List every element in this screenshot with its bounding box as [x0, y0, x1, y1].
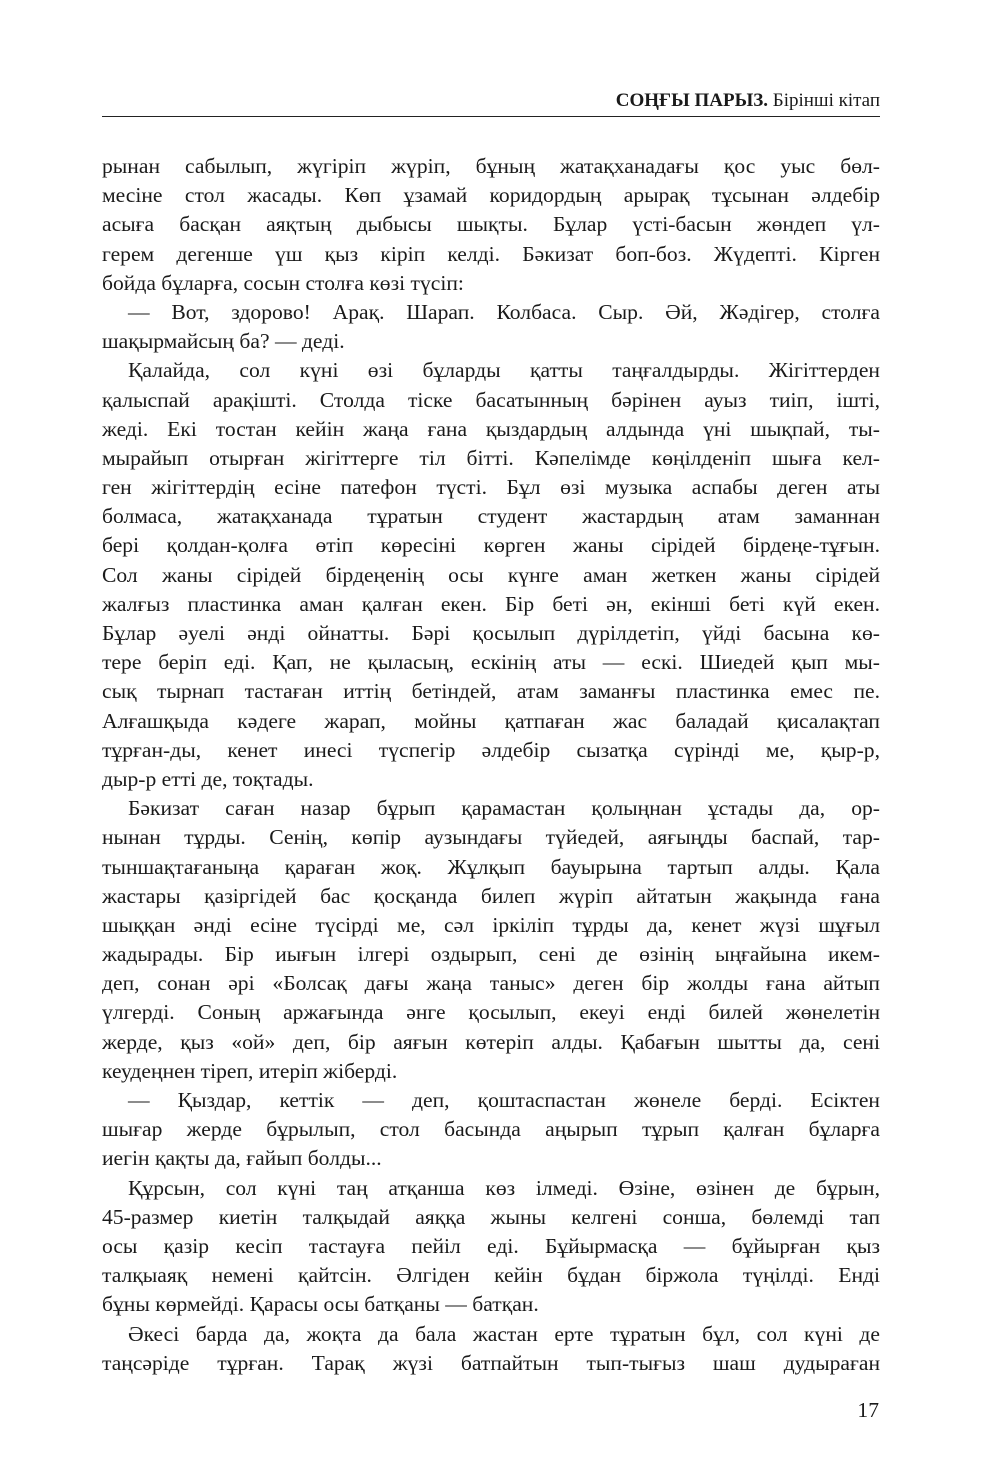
- paragraph: [102, 356, 880, 794]
- text-line: жадырады. Бір иығын ілгері оздырып, сені де өзінің ыңғайына икем-: [102, 942, 880, 967]
- text-line: рынан сабылып, жүгіріп жүріп, бұның жатақханадағы қос уыс бөл-: [102, 154, 880, 178]
- text-line: шыққан әнді есіне түсірді ме, сәл іркіліп тұрды да, кенет жүзі шұғыл: [102, 912, 880, 937]
- text-line: 45-размер киетін талқыдай аяққа жыны келгені сонша, бөлемді тап: [102, 1204, 880, 1229]
- text-line: жерде, қыз «ой» деп, бір аяғын көтеріп алды. Қабағын шытты да, сені: [102, 1029, 880, 1054]
- text-line: Қалайда, сол күні өзі бұларды қатты таңғалдырды. Жігіттерден: [128, 358, 880, 383]
- text-line: герем дегенше үш қыз кіріп келді. Бәкизат боп-боз. Жүдепті. Кірген: [102, 241, 880, 266]
- text-line: асыға басқан аяқтың дыбысы шықты. Бұлар үсті-басын жөндеп үл-: [102, 212, 880, 237]
- text-line: таңсәріде тұрған. Тарақ жүзі батпайтын тып-тығыз шаш дудыраған: [102, 1350, 880, 1375]
- text-line: Әкесі барда да, жоқта да бала жастан ерте тұратын бұл, сол күні де: [128, 1321, 880, 1346]
- text-line: шығар жерде бұрылып, стол басында аңырып тұрып қалған бұларға: [102, 1117, 880, 1142]
- text-line: месіне стол жасады. Көп ұзамай коридордың арырақ тұсынан әлдебір: [102, 183, 880, 208]
- text-line: шақырмайсың ба? — деді.: [102, 329, 345, 354]
- text-line: ген жігіттердің есіне патефон түсті. Бұл өзі музыка аспабы деген аты: [102, 475, 880, 500]
- text-line: — Қыздар, кеттік — деп, қоштаспастан жөнеле берді. Есіктен: [128, 1088, 880, 1112]
- text-line: Бәкизат саған назар бұрып қарамастан қолыңнан ұстады да, ор-: [128, 796, 880, 821]
- text-line: тыншақтағаныңа қараған жоқ. Жұлқып бауырына тартып алды. Қала: [102, 854, 880, 879]
- paragraph: [102, 1086, 880, 1174]
- paragraph: [102, 1174, 880, 1320]
- paragraph: [102, 298, 880, 356]
- text-line: Алғашқыда кәдеге жарап, мойны қатпаған жас баладай қисалақтап: [102, 708, 880, 733]
- paragraph: [102, 1320, 880, 1378]
- text-line: жалғыз пластинка аман қалған екен. Бір беті ән, екінші беті күй екен.: [102, 591, 880, 616]
- paragraph: [102, 794, 880, 1086]
- text-line: кеудеңнен тіреп, итеріп жіберді.: [102, 1058, 398, 1083]
- text-line: жастары қазіргідей бас қосқанда билеп жүріп айтатын жақында ғана: [102, 883, 880, 908]
- book-subtitle: Бірінші кітап: [768, 90, 880, 111]
- text-line: Сол жаны сірідей бірдеңенің осы күнге аман жеткен жаны сірідей: [102, 562, 880, 587]
- text-line: нынан тұрды. Сенің, көпір аузындағы түйедей, аяғыңды баспай, тар-: [102, 825, 880, 850]
- text-line: деп, сонан әрі «Болсақ дағы жаңа таныс» деген бір жолды ғана айтып: [102, 971, 880, 996]
- text-line: иегін қақты да, ғайып болды...: [102, 1146, 382, 1171]
- text-line: тере беріп еді. Қап, не қыласың, ескінің аты — ескі. Шиедей қып мы-: [102, 650, 880, 675]
- text-line: жеді. Екі тостан кейін жаңа ғана қыздардың алдында үні шықпай, ты-: [102, 416, 880, 441]
- text-line: — Вот, здорово! Арақ. Шарап. Колбаса. Сыр. Әй, Жәдігер, столға: [128, 299, 880, 324]
- body-text: [102, 152, 880, 1378]
- text-line: Бұлар әуелі әнді ойнатты. Бәрі қосылып дүрілдетіп, үйді басына кө-: [102, 621, 880, 645]
- text-line: сық тырнап тастаған иттің бетіндей, атам заманғы пластинка емес пе.: [102, 679, 880, 704]
- text-line: Құрсын, сол күні таң атқанша көз ілмеді. Өзіне, өзінен де бұрын,: [128, 1175, 880, 1200]
- paragraph: [102, 152, 880, 298]
- text-line: тұрған-ды, кенет инесі түспегір әлдебір сызатқа сүрінді ме, қыр-р,: [102, 737, 880, 762]
- text-line: қалыспай арақішті. Столда тіске басатынның бәрінен ауыз тиіп, ішті,: [102, 387, 880, 412]
- text-line: үлгерді. Соның аржағында әнге қосылып, екеуі енді билей жөнелетін: [102, 1000, 880, 1025]
- text-line: бойда бұларға, сосын столға көзі түсіп:: [102, 270, 464, 295]
- text-line: бұны көрмейді. Қарасы осы батқаны — батқан.: [102, 1292, 539, 1317]
- text-line: мырайып отырған жігіттерге тіл бітті. Кәпелімде көңілденіп шыға кел-: [102, 445, 880, 470]
- running-header: [102, 86, 880, 117]
- text-line: талқыаяқ немені қайтсін. Әлгіден кейін бұдан біржола түңілді. Енді: [102, 1263, 880, 1288]
- text-line: дыр-р етті де, тоқтады.: [102, 766, 314, 791]
- book-title: СОҢҒЫ ПАРЫЗ.: [615, 90, 769, 111]
- text-line: болмаса, жатақханада тұратын студент жастардың атам заманнан: [102, 504, 880, 529]
- page-number: 17: [857, 1398, 879, 1422]
- text-line: осы қазір кесіп тастауға пейіл еді. Бұйырмасқа — бұйырған қыз: [102, 1233, 880, 1258]
- text-line: бері қолдан-қолға өтіп көресіні көрген жаны сірідей бірдеңе-тұғын.: [102, 533, 880, 558]
